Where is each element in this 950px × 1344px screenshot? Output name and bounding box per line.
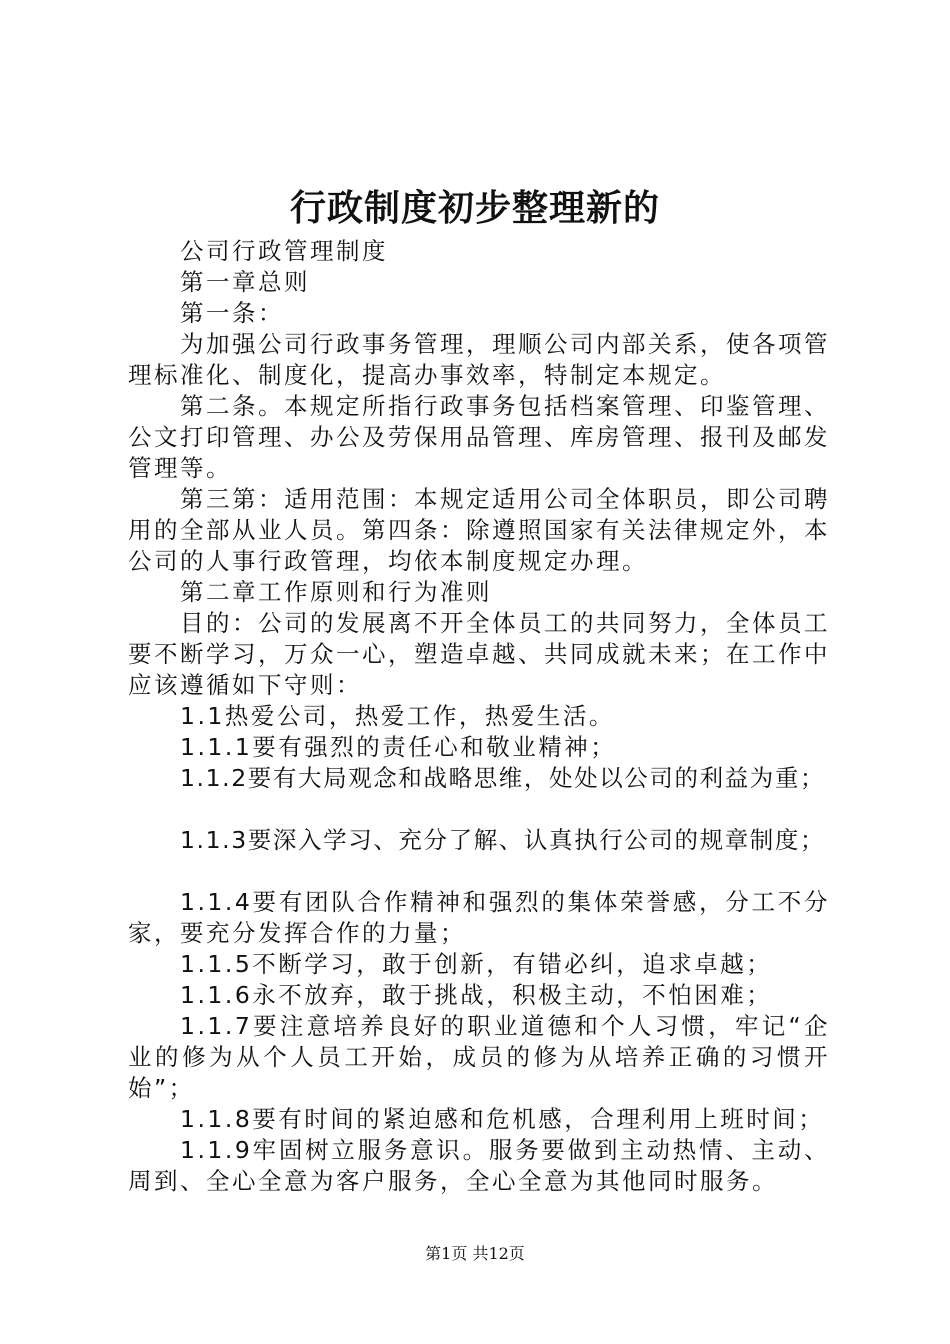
- chapter-heading: 第一章总则: [180, 268, 310, 296]
- paragraph: 公司行政管理制度: [180, 237, 388, 265]
- page-footer: 第1页 共12页: [425, 1244, 525, 1263]
- paragraph: 为加强公司行政事务管理，理顺公司内部关系，使各项管理标准化、制度化，提高办事效率，特制定本规定。: [128, 330, 830, 389]
- list-item: 1.1.6永不放弃，敢于挑战，积极主动，不怕困难；: [180, 981, 773, 1009]
- list-item: 1.1.5不断学习，敢于创新，有错必纠，追求卓越；: [180, 950, 773, 978]
- paragraph: 第二条。本规定所指行政事务包括档案管理、印鉴管理、公文打印管理、办公及劳保用品管理、库房管理、报刊及邮发管理等。: [128, 392, 830, 482]
- document-title: 行政制度初步整理新的: [289, 187, 660, 229]
- paragraph: 目的：公司的发展离不开全体员工的共同努力，全体员工要不断学习，万众一心，塑造卓越、共同成就未来；在工作中应该遵循如下守则：: [128, 609, 830, 699]
- list-item: 1.1热爱公司，热爱工作，热爱生活。: [180, 702, 615, 730]
- list-item: 1.1.8要有时间的紧迫感和危机感，合理利用上班时间；: [180, 1105, 825, 1133]
- paragraph: 第三第：适用范围：本规定适用公司全体职员，即公司聘用的全部从业人员。第四条：除遵照国家有关法律规定外，本公司的人事行政管理，均依本制度规定办理。: [128, 485, 830, 575]
- list-item: 1.1.9牢固树立服务意识。服务要做到主动热情、主动、周到、全心全意为客户服务，全心全意为其他同时服务。: [128, 1136, 830, 1195]
- chapter-heading: 第二章工作原则和行为准则: [180, 578, 492, 606]
- list-item: 1.1.4要有团队合作精神和强烈的集体荣誉感，分工不分家，要充分发挥合作的力量；: [128, 888, 830, 947]
- document-body: [128, 236, 830, 1197]
- list-item: 1.1.7要注意培养良好的职业道德和个人习惯，牢记“企业的修为从个人员工开始，成员的修为从培养正确的习惯开始”；: [128, 1012, 830, 1102]
- list-item: 1.1.2要有大局观念和战略思维，处处以公司的利益为重；: [180, 764, 826, 792]
- article-heading: 第一条：: [180, 299, 284, 327]
- list-item: 1.1.1要有强烈的责任心和敬业精神；: [180, 733, 617, 761]
- list-item: 1.1.3要深入学习、充分了解、认真执行公司的规章制度；: [180, 826, 826, 854]
